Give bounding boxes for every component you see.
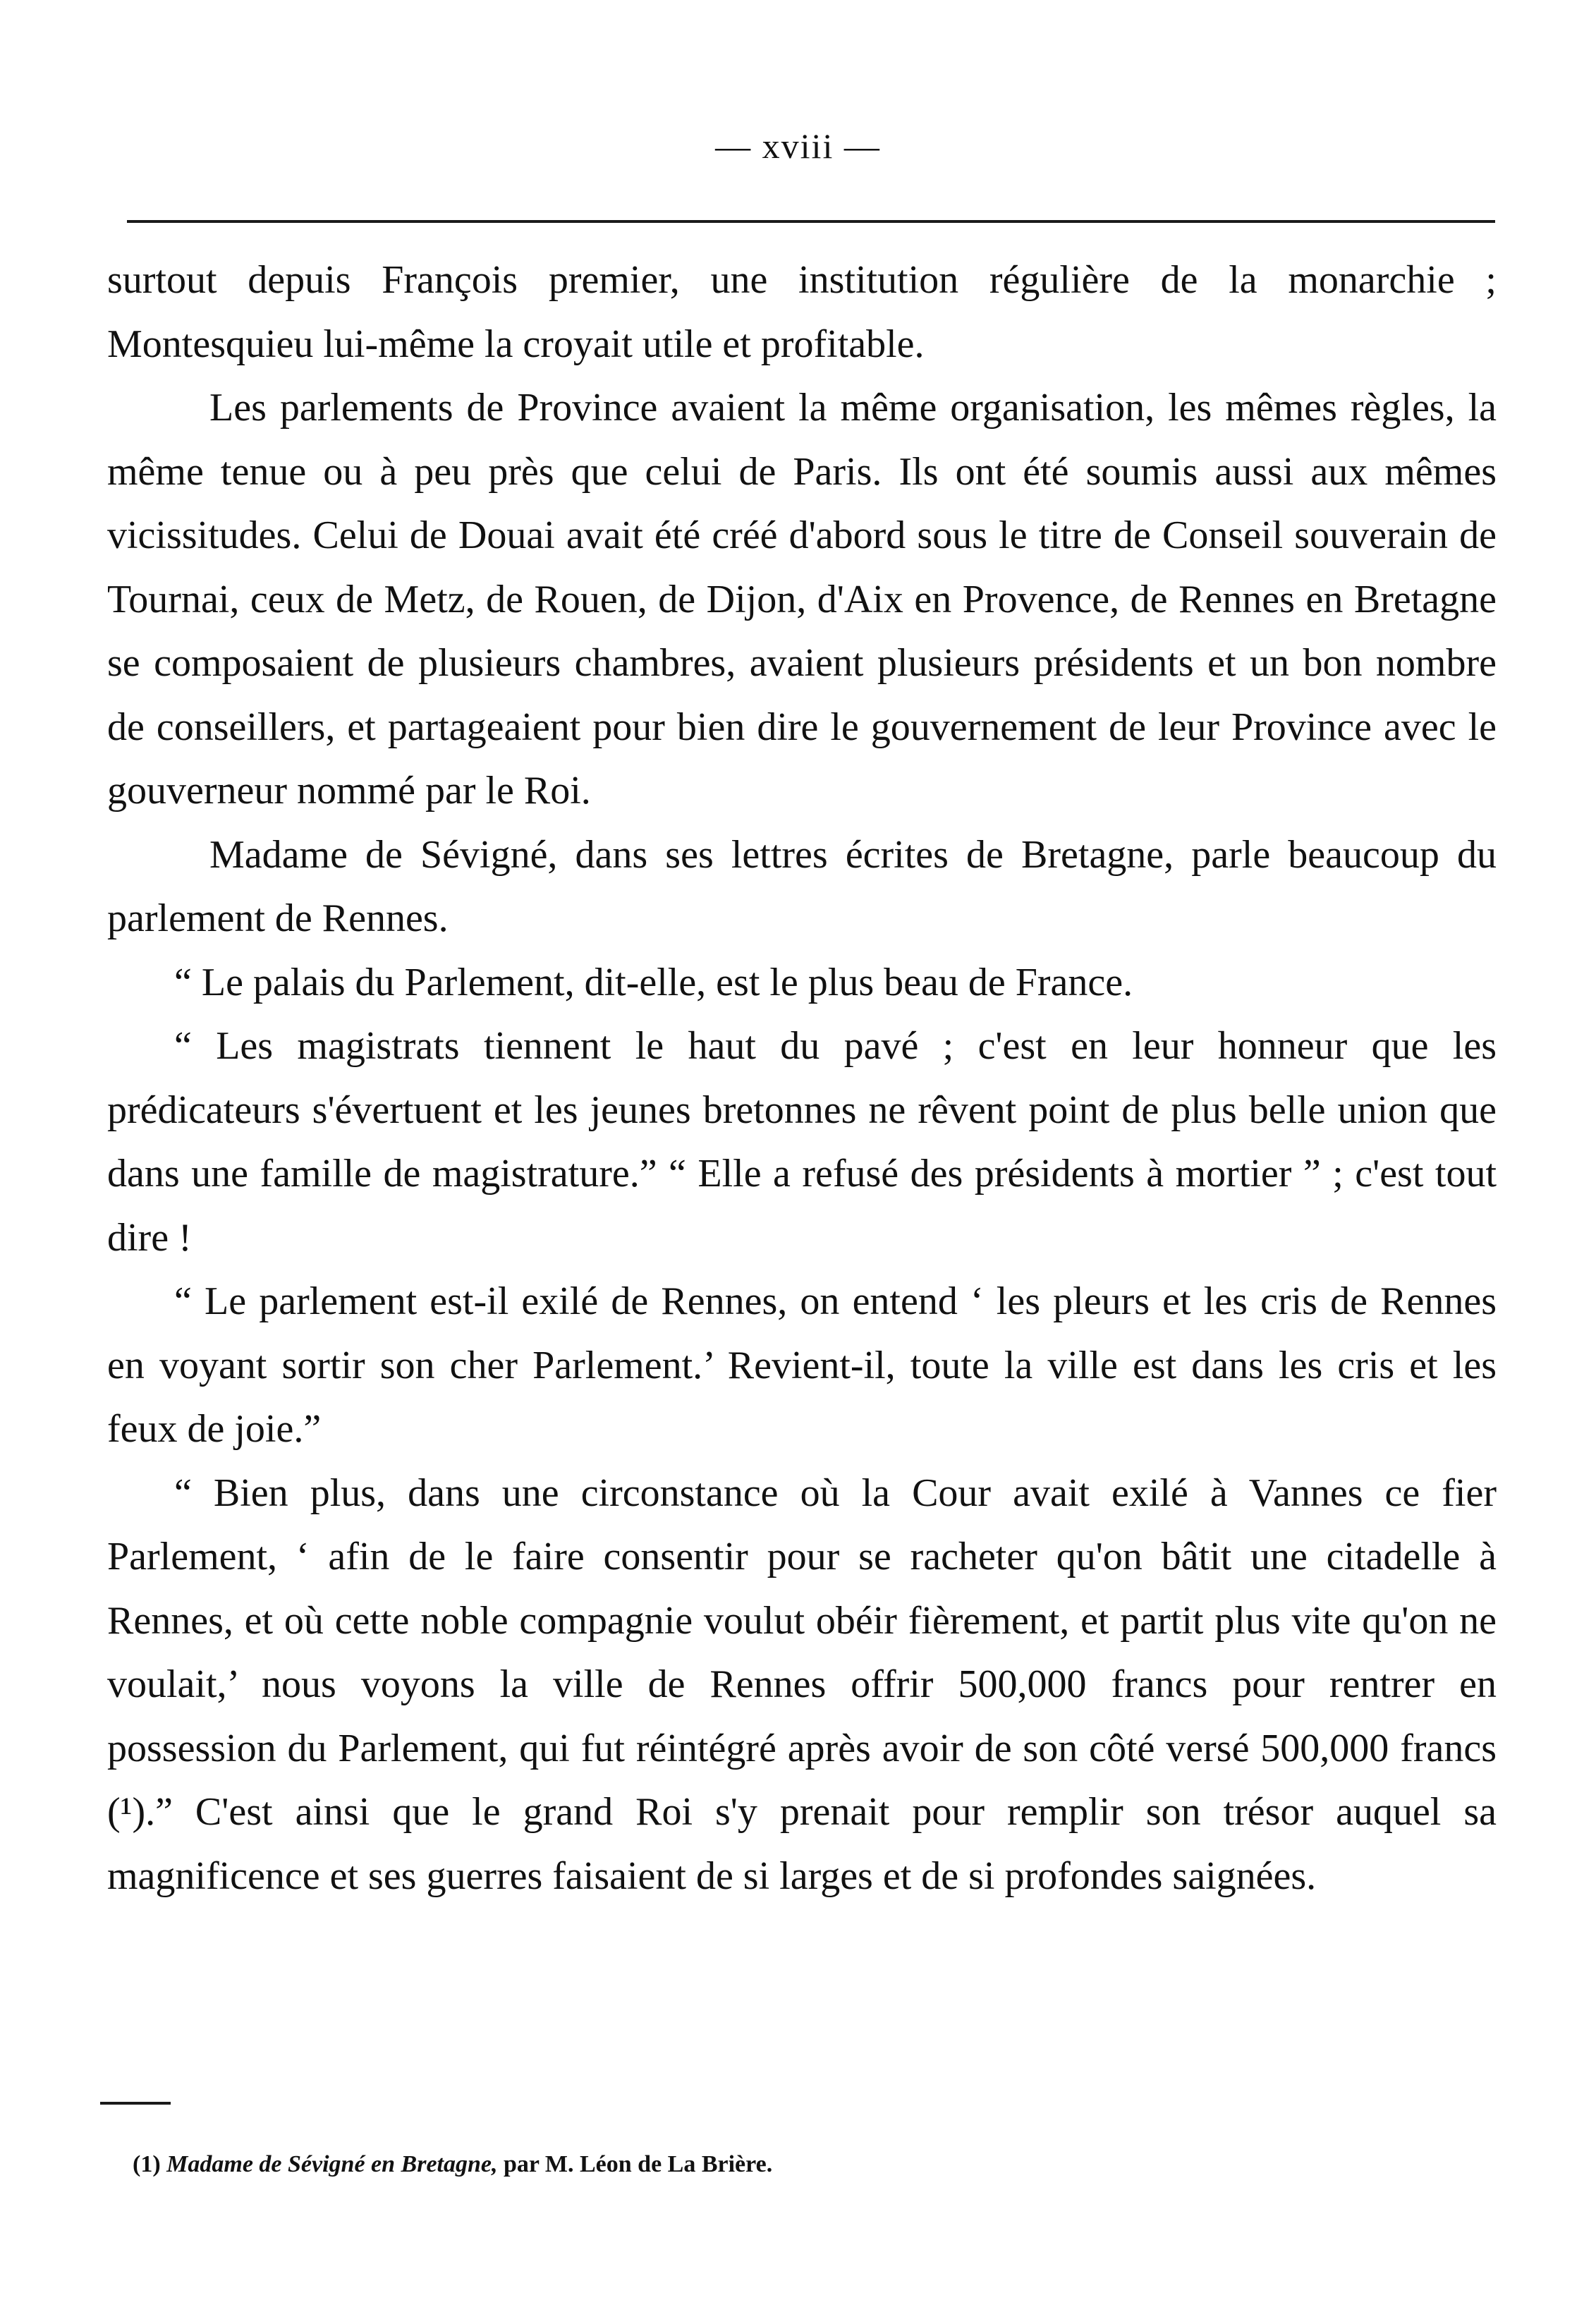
footnote-divider (100, 2102, 171, 2105)
quote-exil: “ Le parlement est-il exilé de Rennes, on entend ‘ les pleurs et les cris de Rennes en voyant sortir son cher Parlement.’ Revient-il, toute la ville est dans les cris et les feux de joie.” (107, 1279, 1497, 1451)
quote-magistrats: “ Les magistrats tiennent le haut du pavé ; c'est en leur honneur que les prédicateurs s'évertuent et les jeunes bretonnes ne rêvent point de plus belle union que dans une famille de magistrature.” “ Elle a refusé des présidents à mortier ” ; c'est tout dire ! (107, 1024, 1497, 1260)
header-divider (127, 220, 1495, 223)
quote-palais: “ Le palais du Parlement, dit-elle, est le plus beau de France. (174, 960, 1133, 1004)
paragraph-parlements-province: Les parlements de Province avaient la même organisation, les mêmes règles, la même tenue ou à peu près que celui de Paris. Ils ont été soumis aussi aux mêmes vicissitudes. Celui de Douai avait été créé d'abord sous le titre de Conseil souverain de Tournai, ceux de Metz, de Rouen, de Dijon, d'Aix en Provence, de Rennes en Bretagne se composaient de plusieurs chambres, avaient plusieurs présidents et un bon nombre de conseillers, et partageaient pour bien dire le gouvernement de leur Province avec le gouverneur nommé par le Roi. (107, 386, 1497, 813)
footnote-title: Madame de Sévigné en Bretagne, (166, 2151, 498, 2177)
quote-vannes: “ Bien plus, dans une circonstance où la Cour avait exilé à Vannes ce fier Parlement, ‘ afin de le faire consentir pour se racheter qu'on bâtit une citadelle à Rennes, et où cette noble compagnie voulut obéir fièrement, et partit plus vite qu'on ne voulait,’ nous voyons la ville de Rennes offrir 500,000 francs pour rentrer en possession du Parlement, qui fut réintégré après avoir de son côté versé 500,000 francs (¹).” C'est ainsi que le grand Roi s'y prenait pour remplir son trésor auquel sa magnificence et ses guerres faisaient de si larges et de si profondes saignées. (107, 1471, 1497, 1898)
paragraph-continuation: surtout depuis François premier, une institution régulière de la monarchie ; Montesquieu lui-même la croyait utile et profitable. (107, 258, 1497, 366)
paragraph-sevigne: Madame de Sévigné, dans ses lettres écrites de Bretagne, parle beaucoup du parlement de Rennes. (107, 832, 1497, 940)
footnote-author: par M. Léon de La Brière. (504, 2151, 773, 2177)
footnote (133, 2151, 772, 2178)
main-text (107, 248, 1497, 1908)
footnote-marker: (1) (133, 2151, 161, 2177)
page-number-header: — xviii — (715, 126, 881, 166)
